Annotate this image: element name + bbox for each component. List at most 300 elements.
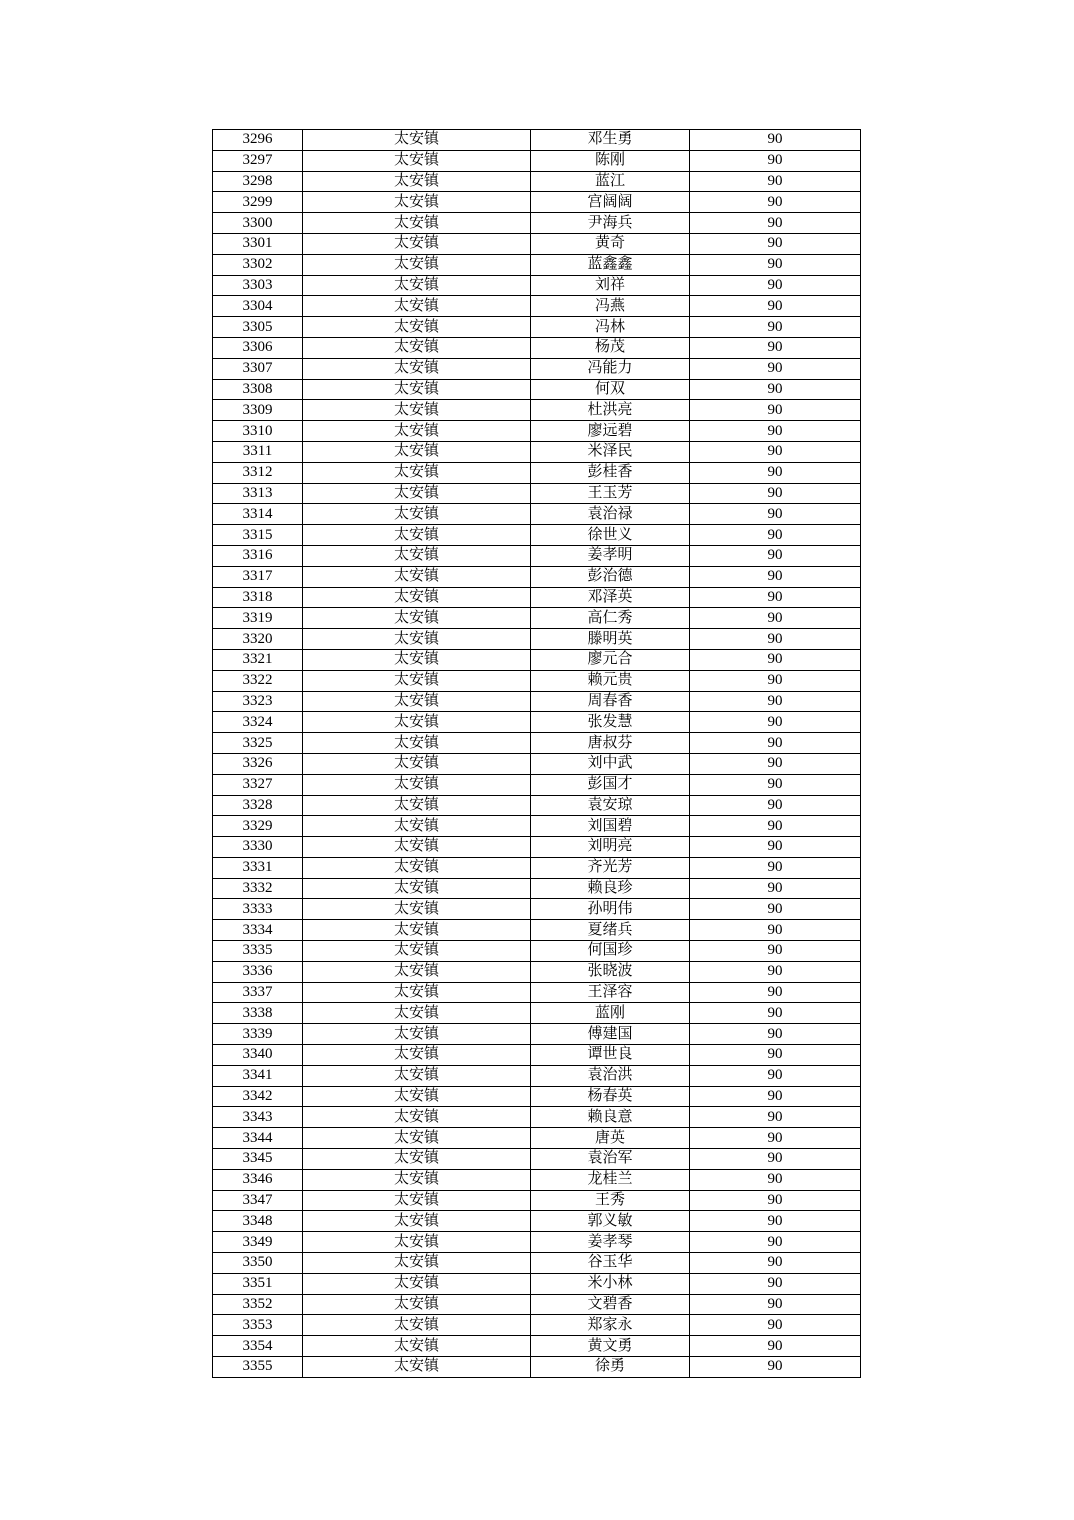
table-row bbox=[213, 462, 861, 483]
table-row bbox=[213, 192, 861, 213]
town-cell: 太安镇 bbox=[303, 1315, 531, 1336]
row-index-cell: 3319 bbox=[213, 608, 303, 629]
score-cell: 90 bbox=[690, 1190, 861, 1211]
row-index-cell: 3316 bbox=[213, 545, 303, 566]
town-cell: 太安镇 bbox=[303, 857, 531, 878]
row-index-cell: 3315 bbox=[213, 525, 303, 546]
row-index-cell: 3324 bbox=[213, 712, 303, 733]
score-cell: 90 bbox=[690, 1169, 861, 1190]
score-cell: 90 bbox=[690, 296, 861, 317]
table-row bbox=[213, 233, 861, 254]
town-cell: 太安镇 bbox=[303, 192, 531, 213]
table-row bbox=[213, 982, 861, 1003]
row-index-cell: 3348 bbox=[213, 1211, 303, 1232]
table-row bbox=[213, 1336, 861, 1357]
table-row bbox=[213, 275, 861, 296]
score-cell: 90 bbox=[690, 441, 861, 462]
name-cell: 冯能力 bbox=[531, 358, 690, 379]
score-cell: 90 bbox=[690, 670, 861, 691]
name-cell: 徐世义 bbox=[531, 525, 690, 546]
town-cell: 太安镇 bbox=[303, 566, 531, 587]
table-row bbox=[213, 441, 861, 462]
town-cell: 太安镇 bbox=[303, 358, 531, 379]
score-cell: 90 bbox=[690, 961, 861, 982]
town-cell: 太安镇 bbox=[303, 337, 531, 358]
name-cell: 冯燕 bbox=[531, 296, 690, 317]
score-cell: 90 bbox=[690, 1294, 861, 1315]
row-index-cell: 3344 bbox=[213, 1128, 303, 1149]
row-index-cell: 3332 bbox=[213, 878, 303, 899]
town-cell: 太安镇 bbox=[303, 254, 531, 275]
score-cell: 90 bbox=[690, 1273, 861, 1294]
score-cell: 90 bbox=[690, 566, 861, 587]
table-row bbox=[213, 878, 861, 899]
town-cell: 太安镇 bbox=[303, 816, 531, 837]
town-cell: 太安镇 bbox=[303, 1086, 531, 1107]
row-index-cell: 3340 bbox=[213, 1045, 303, 1066]
score-cell: 90 bbox=[690, 920, 861, 941]
town-cell: 太安镇 bbox=[303, 296, 531, 317]
row-index-cell: 3306 bbox=[213, 337, 303, 358]
row-index-cell: 3303 bbox=[213, 275, 303, 296]
name-cell: 黄文勇 bbox=[531, 1336, 690, 1357]
table-row bbox=[213, 753, 861, 774]
town-cell: 太安镇 bbox=[303, 171, 531, 192]
town-cell: 太安镇 bbox=[303, 712, 531, 733]
score-cell: 90 bbox=[690, 1211, 861, 1232]
table-row bbox=[213, 545, 861, 566]
table-row bbox=[213, 920, 861, 941]
row-index-cell: 3331 bbox=[213, 857, 303, 878]
town-cell: 太安镇 bbox=[303, 1045, 531, 1066]
name-cell: 彭治德 bbox=[531, 566, 690, 587]
score-cell: 90 bbox=[690, 712, 861, 733]
table-row bbox=[213, 296, 861, 317]
row-index-cell: 3345 bbox=[213, 1149, 303, 1170]
row-index-cell: 3333 bbox=[213, 899, 303, 920]
table-row bbox=[213, 317, 861, 338]
row-index-cell: 3309 bbox=[213, 400, 303, 421]
score-cell: 90 bbox=[690, 733, 861, 754]
score-cell: 90 bbox=[690, 1253, 861, 1274]
score-cell: 90 bbox=[690, 150, 861, 171]
town-cell: 太安镇 bbox=[303, 795, 531, 816]
row-index-cell: 3322 bbox=[213, 670, 303, 691]
town-cell: 太安镇 bbox=[303, 1149, 531, 1170]
score-cell: 90 bbox=[690, 608, 861, 629]
row-index-cell: 3349 bbox=[213, 1232, 303, 1253]
row-index-cell: 3330 bbox=[213, 837, 303, 858]
town-cell: 太安镇 bbox=[303, 753, 531, 774]
town-cell: 太安镇 bbox=[303, 1273, 531, 1294]
town-cell: 太安镇 bbox=[303, 941, 531, 962]
score-cell: 90 bbox=[690, 753, 861, 774]
row-index-cell: 3325 bbox=[213, 733, 303, 754]
name-cell: 米泽民 bbox=[531, 441, 690, 462]
row-index-cell: 3300 bbox=[213, 213, 303, 234]
town-cell: 太安镇 bbox=[303, 733, 531, 754]
table-row bbox=[213, 504, 861, 525]
name-cell: 谭世良 bbox=[531, 1045, 690, 1066]
score-cell: 90 bbox=[690, 1045, 861, 1066]
row-index-cell: 3336 bbox=[213, 961, 303, 982]
name-cell: 赖元贵 bbox=[531, 670, 690, 691]
town-cell: 太安镇 bbox=[303, 774, 531, 795]
name-cell: 王秀 bbox=[531, 1190, 690, 1211]
name-cell: 杨茂 bbox=[531, 337, 690, 358]
row-index-cell: 3297 bbox=[213, 150, 303, 171]
town-cell: 太安镇 bbox=[303, 837, 531, 858]
table-row bbox=[213, 1211, 861, 1232]
town-cell: 太安镇 bbox=[303, 1232, 531, 1253]
name-cell: 赖良珍 bbox=[531, 878, 690, 899]
row-index-cell: 3326 bbox=[213, 753, 303, 774]
name-cell: 袁安琼 bbox=[531, 795, 690, 816]
town-cell: 太安镇 bbox=[303, 878, 531, 899]
table-row bbox=[213, 1086, 861, 1107]
name-cell: 张发慧 bbox=[531, 712, 690, 733]
row-index-cell: 3355 bbox=[213, 1357, 303, 1378]
town-cell: 太安镇 bbox=[303, 233, 531, 254]
town-cell: 太安镇 bbox=[303, 1357, 531, 1378]
table-row bbox=[213, 712, 861, 733]
name-cell: 米小林 bbox=[531, 1273, 690, 1294]
name-cell: 文碧香 bbox=[531, 1294, 690, 1315]
name-cell: 廖元合 bbox=[531, 649, 690, 670]
row-index-cell: 3335 bbox=[213, 941, 303, 962]
row-index-cell: 3347 bbox=[213, 1190, 303, 1211]
row-index-cell: 3350 bbox=[213, 1253, 303, 1274]
score-cell: 90 bbox=[690, 379, 861, 400]
row-index-cell: 3314 bbox=[213, 504, 303, 525]
name-cell: 蓝江 bbox=[531, 171, 690, 192]
row-index-cell: 3301 bbox=[213, 233, 303, 254]
name-cell: 杨春英 bbox=[531, 1086, 690, 1107]
name-cell: 邓生勇 bbox=[531, 130, 690, 151]
table-row bbox=[213, 857, 861, 878]
score-cell: 90 bbox=[690, 837, 861, 858]
town-cell: 太安镇 bbox=[303, 317, 531, 338]
table-row bbox=[213, 733, 861, 754]
name-cell: 高仁秀 bbox=[531, 608, 690, 629]
row-index-cell: 3328 bbox=[213, 795, 303, 816]
score-cell: 90 bbox=[690, 1232, 861, 1253]
town-cell: 太安镇 bbox=[303, 462, 531, 483]
name-cell: 何国珍 bbox=[531, 941, 690, 962]
row-index-cell: 3320 bbox=[213, 629, 303, 650]
score-cell: 90 bbox=[690, 358, 861, 379]
score-cell: 90 bbox=[690, 317, 861, 338]
table-row bbox=[213, 130, 861, 151]
table-row bbox=[213, 587, 861, 608]
score-cell: 90 bbox=[690, 545, 861, 566]
town-cell: 太安镇 bbox=[303, 400, 531, 421]
table-row bbox=[213, 816, 861, 837]
score-cell: 90 bbox=[690, 878, 861, 899]
table-row bbox=[213, 254, 861, 275]
table-row bbox=[213, 358, 861, 379]
town-cell: 太安镇 bbox=[303, 1190, 531, 1211]
table-row bbox=[213, 1065, 861, 1086]
row-index-cell: 3313 bbox=[213, 483, 303, 504]
town-cell: 太安镇 bbox=[303, 150, 531, 171]
table-row bbox=[213, 961, 861, 982]
row-index-cell: 3302 bbox=[213, 254, 303, 275]
score-cell: 90 bbox=[690, 899, 861, 920]
table-row bbox=[213, 1045, 861, 1066]
row-index-cell: 3329 bbox=[213, 816, 303, 837]
name-cell: 赖良意 bbox=[531, 1107, 690, 1128]
table-row bbox=[213, 337, 861, 358]
row-index-cell: 3308 bbox=[213, 379, 303, 400]
table-row bbox=[213, 1169, 861, 1190]
score-cell: 90 bbox=[690, 941, 861, 962]
row-index-cell: 3339 bbox=[213, 1024, 303, 1045]
town-cell: 太安镇 bbox=[303, 1169, 531, 1190]
name-cell: 彭国才 bbox=[531, 774, 690, 795]
name-cell: 冯林 bbox=[531, 317, 690, 338]
name-cell: 何双 bbox=[531, 379, 690, 400]
town-cell: 太安镇 bbox=[303, 1253, 531, 1274]
town-cell: 太安镇 bbox=[303, 691, 531, 712]
table-row bbox=[213, 1003, 861, 1024]
name-cell: 王玉芳 bbox=[531, 483, 690, 504]
name-cell: 郑家永 bbox=[531, 1315, 690, 1336]
town-cell: 太安镇 bbox=[303, 982, 531, 1003]
row-index-cell: 3296 bbox=[213, 130, 303, 151]
name-cell: 张晓波 bbox=[531, 961, 690, 982]
town-cell: 太安镇 bbox=[303, 608, 531, 629]
town-cell: 太安镇 bbox=[303, 1003, 531, 1024]
name-cell: 廖远碧 bbox=[531, 421, 690, 442]
score-cell: 90 bbox=[690, 462, 861, 483]
score-cell: 90 bbox=[690, 1065, 861, 1086]
table-row bbox=[213, 1315, 861, 1336]
name-cell: 王泽容 bbox=[531, 982, 690, 1003]
name-cell: 黄奇 bbox=[531, 233, 690, 254]
town-cell: 太安镇 bbox=[303, 275, 531, 296]
table-row bbox=[213, 795, 861, 816]
score-cell: 90 bbox=[690, 254, 861, 275]
table-row bbox=[213, 941, 861, 962]
row-index-cell: 3343 bbox=[213, 1107, 303, 1128]
town-cell: 太安镇 bbox=[303, 899, 531, 920]
name-cell: 尹海兵 bbox=[531, 213, 690, 234]
table-row bbox=[213, 1232, 861, 1253]
score-cell: 90 bbox=[690, 857, 861, 878]
row-index-cell: 3318 bbox=[213, 587, 303, 608]
town-cell: 太安镇 bbox=[303, 483, 531, 504]
town-cell: 太安镇 bbox=[303, 1294, 531, 1315]
table-row bbox=[213, 1149, 861, 1170]
score-cell: 90 bbox=[690, 400, 861, 421]
name-cell: 周春香 bbox=[531, 691, 690, 712]
table-row bbox=[213, 899, 861, 920]
row-index-cell: 3304 bbox=[213, 296, 303, 317]
name-cell: 夏绪兵 bbox=[531, 920, 690, 941]
name-cell: 唐英 bbox=[531, 1128, 690, 1149]
score-cell: 90 bbox=[690, 421, 861, 442]
table-row bbox=[213, 171, 861, 192]
score-cell: 90 bbox=[690, 1128, 861, 1149]
row-index-cell: 3299 bbox=[213, 192, 303, 213]
name-cell: 傅建国 bbox=[531, 1024, 690, 1045]
table-row bbox=[213, 670, 861, 691]
town-cell: 太安镇 bbox=[303, 545, 531, 566]
town-cell: 太安镇 bbox=[303, 1211, 531, 1232]
table-row bbox=[213, 837, 861, 858]
records-table bbox=[212, 129, 861, 1378]
table-row bbox=[213, 1273, 861, 1294]
table-row bbox=[213, 379, 861, 400]
town-cell: 太安镇 bbox=[303, 441, 531, 462]
row-index-cell: 3342 bbox=[213, 1086, 303, 1107]
score-cell: 90 bbox=[690, 337, 861, 358]
score-cell: 90 bbox=[690, 1149, 861, 1170]
score-cell: 90 bbox=[690, 1003, 861, 1024]
score-cell: 90 bbox=[690, 525, 861, 546]
name-cell: 宫阔阔 bbox=[531, 192, 690, 213]
table-row bbox=[213, 566, 861, 587]
town-cell: 太安镇 bbox=[303, 649, 531, 670]
town-cell: 太安镇 bbox=[303, 1024, 531, 1045]
score-cell: 90 bbox=[690, 171, 861, 192]
name-cell: 彭桂香 bbox=[531, 462, 690, 483]
row-index-cell: 3323 bbox=[213, 691, 303, 712]
row-index-cell: 3298 bbox=[213, 171, 303, 192]
score-cell: 90 bbox=[690, 982, 861, 1003]
name-cell: 刘祥 bbox=[531, 275, 690, 296]
row-index-cell: 3327 bbox=[213, 774, 303, 795]
table-row bbox=[213, 629, 861, 650]
town-cell: 太安镇 bbox=[303, 920, 531, 941]
row-index-cell: 3310 bbox=[213, 421, 303, 442]
score-cell: 90 bbox=[690, 213, 861, 234]
name-cell: 刘国碧 bbox=[531, 816, 690, 837]
row-index-cell: 3354 bbox=[213, 1336, 303, 1357]
table-row bbox=[213, 608, 861, 629]
town-cell: 太安镇 bbox=[303, 130, 531, 151]
score-cell: 90 bbox=[690, 1024, 861, 1045]
score-cell: 90 bbox=[690, 1107, 861, 1128]
row-index-cell: 3351 bbox=[213, 1273, 303, 1294]
table-row bbox=[213, 1128, 861, 1149]
town-cell: 太安镇 bbox=[303, 587, 531, 608]
row-index-cell: 3312 bbox=[213, 462, 303, 483]
town-cell: 太安镇 bbox=[303, 629, 531, 650]
town-cell: 太安镇 bbox=[303, 379, 531, 400]
table-row bbox=[213, 150, 861, 171]
name-cell: 龙桂兰 bbox=[531, 1169, 690, 1190]
name-cell: 刘中武 bbox=[531, 753, 690, 774]
table-row bbox=[213, 1357, 861, 1378]
score-cell: 90 bbox=[690, 587, 861, 608]
table-row bbox=[213, 525, 861, 546]
row-index-cell: 3305 bbox=[213, 317, 303, 338]
name-cell: 陈刚 bbox=[531, 150, 690, 171]
score-cell: 90 bbox=[690, 691, 861, 712]
name-cell: 徐勇 bbox=[531, 1357, 690, 1378]
score-cell: 90 bbox=[690, 816, 861, 837]
row-index-cell: 3338 bbox=[213, 1003, 303, 1024]
name-cell: 袁治禄 bbox=[531, 504, 690, 525]
row-index-cell: 3337 bbox=[213, 982, 303, 1003]
table-row bbox=[213, 483, 861, 504]
name-cell: 谷玉华 bbox=[531, 1253, 690, 1274]
name-cell: 姜孝琴 bbox=[531, 1232, 690, 1253]
score-cell: 90 bbox=[690, 649, 861, 670]
town-cell: 太安镇 bbox=[303, 670, 531, 691]
town-cell: 太安镇 bbox=[303, 1065, 531, 1086]
score-cell: 90 bbox=[690, 1086, 861, 1107]
row-index-cell: 3311 bbox=[213, 441, 303, 462]
table-row bbox=[213, 400, 861, 421]
town-cell: 太安镇 bbox=[303, 421, 531, 442]
table-row bbox=[213, 213, 861, 234]
name-cell: 唐叔芬 bbox=[531, 733, 690, 754]
name-cell: 刘明亮 bbox=[531, 837, 690, 858]
score-cell: 90 bbox=[690, 483, 861, 504]
table-row bbox=[213, 1294, 861, 1315]
row-index-cell: 3334 bbox=[213, 920, 303, 941]
score-cell: 90 bbox=[690, 504, 861, 525]
row-index-cell: 3353 bbox=[213, 1315, 303, 1336]
name-cell: 孙明伟 bbox=[531, 899, 690, 920]
score-cell: 90 bbox=[690, 275, 861, 296]
table-row bbox=[213, 421, 861, 442]
town-cell: 太安镇 bbox=[303, 961, 531, 982]
name-cell: 姜孝明 bbox=[531, 545, 690, 566]
name-cell: 杜洪亮 bbox=[531, 400, 690, 421]
name-cell: 郭义敏 bbox=[531, 1211, 690, 1232]
table-row bbox=[213, 1107, 861, 1128]
table-row bbox=[213, 1253, 861, 1274]
name-cell: 滕明英 bbox=[531, 629, 690, 650]
records-body bbox=[213, 130, 861, 1378]
score-cell: 90 bbox=[690, 233, 861, 254]
table-row bbox=[213, 774, 861, 795]
row-index-cell: 3352 bbox=[213, 1294, 303, 1315]
name-cell: 袁治洪 bbox=[531, 1065, 690, 1086]
town-cell: 太安镇 bbox=[303, 1336, 531, 1357]
score-cell: 90 bbox=[690, 130, 861, 151]
row-index-cell: 3307 bbox=[213, 358, 303, 379]
town-cell: 太安镇 bbox=[303, 213, 531, 234]
town-cell: 太安镇 bbox=[303, 525, 531, 546]
score-cell: 90 bbox=[690, 1336, 861, 1357]
row-index-cell: 3346 bbox=[213, 1169, 303, 1190]
name-cell: 蓝鑫鑫 bbox=[531, 254, 690, 275]
name-cell: 蓝刚 bbox=[531, 1003, 690, 1024]
town-cell: 太安镇 bbox=[303, 1107, 531, 1128]
row-index-cell: 3321 bbox=[213, 649, 303, 670]
score-cell: 90 bbox=[690, 629, 861, 650]
town-cell: 太安镇 bbox=[303, 1128, 531, 1149]
table-row bbox=[213, 1190, 861, 1211]
name-cell: 齐光芳 bbox=[531, 857, 690, 878]
table-row bbox=[213, 649, 861, 670]
score-cell: 90 bbox=[690, 795, 861, 816]
score-cell: 90 bbox=[690, 192, 861, 213]
town-cell: 太安镇 bbox=[303, 504, 531, 525]
name-cell: 袁治军 bbox=[531, 1149, 690, 1170]
row-index-cell: 3317 bbox=[213, 566, 303, 587]
table-row bbox=[213, 1024, 861, 1045]
table-row bbox=[213, 691, 861, 712]
score-cell: 90 bbox=[690, 774, 861, 795]
row-index-cell: 3341 bbox=[213, 1065, 303, 1086]
score-cell: 90 bbox=[690, 1315, 861, 1336]
